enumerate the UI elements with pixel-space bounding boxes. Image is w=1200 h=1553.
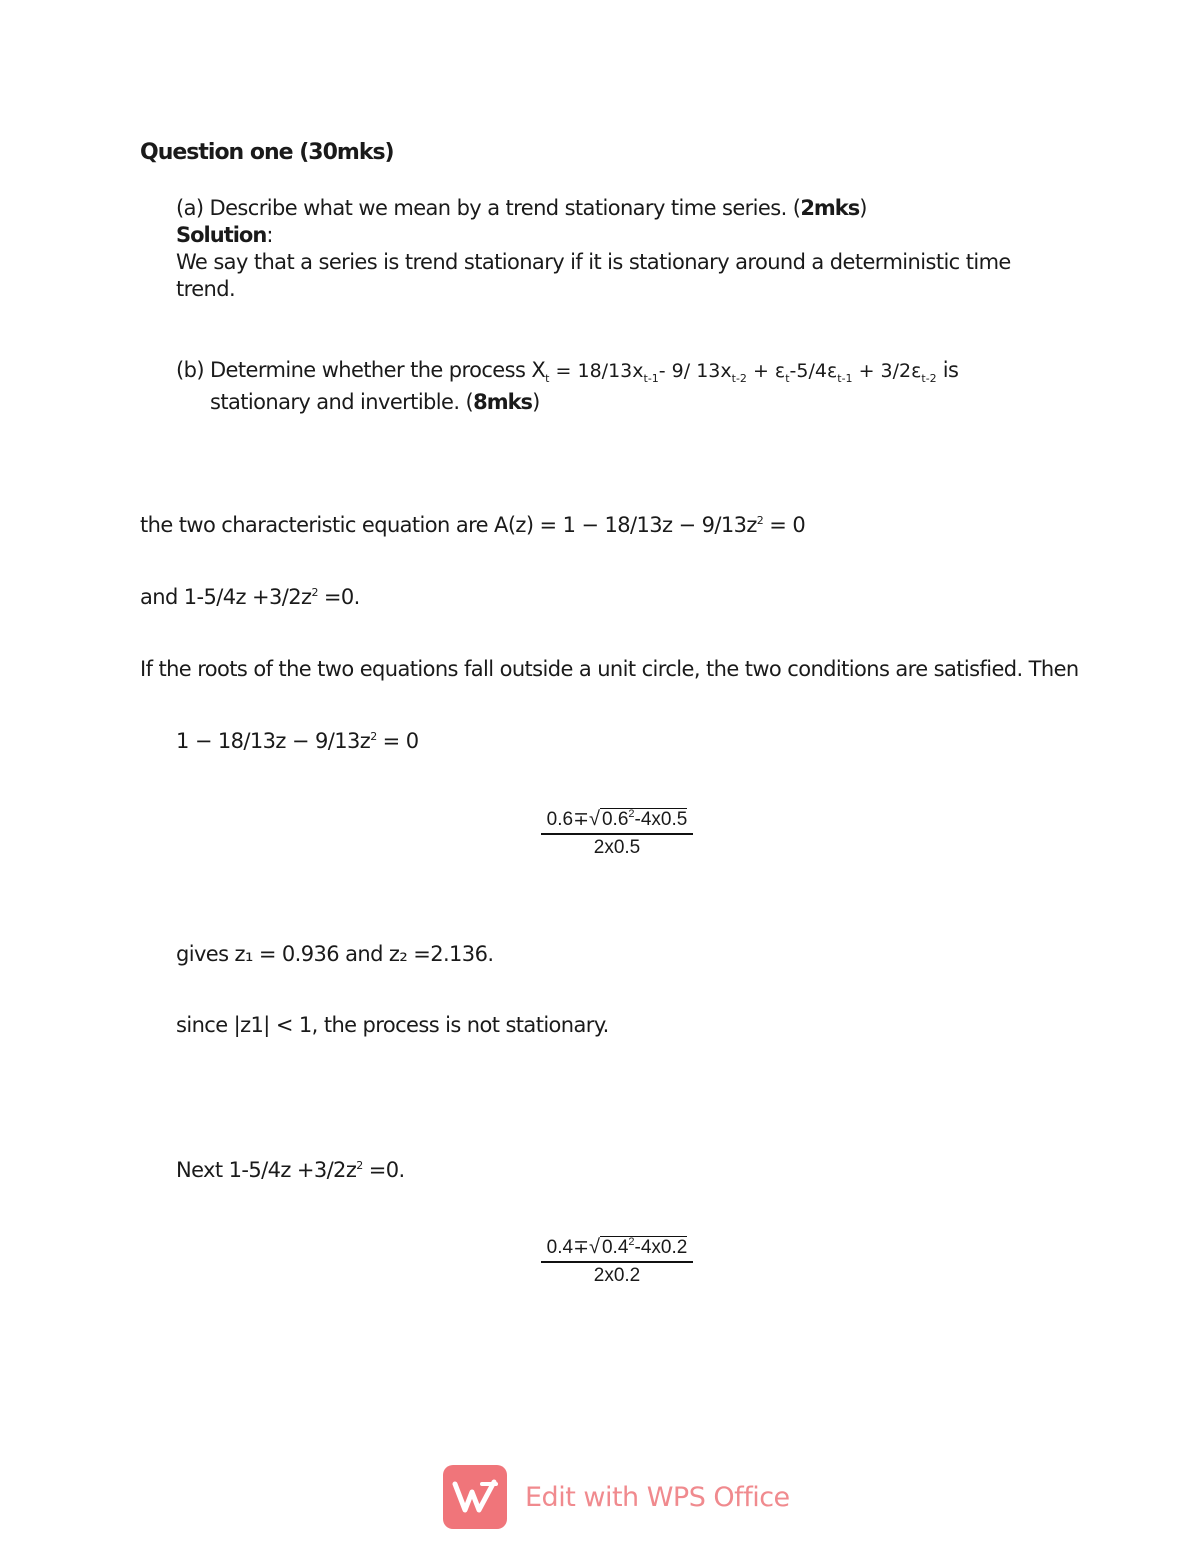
question-b-line2-text: stationary and invertible. ( xyxy=(210,390,474,414)
question-a-text: (a) Describe what we mean by a trend stationary time series. ( xyxy=(176,196,801,220)
answer-a-line2: trend. xyxy=(176,277,236,301)
formula-1-denominator: 2x0.5 xyxy=(593,837,641,858)
solution-label: Solution xyxy=(176,223,267,247)
question-b-prefix: (b) Determine whether the process X xyxy=(176,358,546,382)
formula-2-denominator: 2x0.2 xyxy=(593,1265,641,1286)
char-eq-line1-rhs: = 0 xyxy=(763,513,806,537)
question-b-line1: (b) Determine whether the process $X_t = 18/13x_{t-1}-$ 9/ $13x_{t-2} + \varepsilon_t-5/4\varepsilon_{t-1} + 3/2\varepsilon_{t-2}$ is xyxy=(176,358,959,385)
equation-1-text: 1 − 18/13z − 9/13z xyxy=(176,729,371,753)
next-equation-rhs: =0. xyxy=(362,1158,405,1182)
formula-1-radicand-rest: -4x0.5 xyxy=(634,809,688,830)
stationarity-conclusion: since |z1| < 1, the process is not stationary. xyxy=(176,1013,609,1037)
formula-2-radicand-rest: -4x0.2 xyxy=(634,1237,688,1258)
equation-1-rhs: = 0 xyxy=(376,729,419,753)
wps-logo-icon xyxy=(443,1465,507,1529)
question-b-close: ) xyxy=(532,390,540,414)
wps-edit-link[interactable]: Edit with WPS Office xyxy=(525,1481,790,1513)
char-eq-line2-text: and 1-5/4z +3/2z xyxy=(140,585,312,609)
formula-2-radicand xyxy=(600,1236,687,1258)
solution-label-row xyxy=(176,223,273,247)
question-b-marks: 8mks xyxy=(473,390,533,414)
exponent-2: 2 xyxy=(628,1236,635,1248)
sqrt-icon: √ xyxy=(589,808,600,830)
formula-1-num-pre: 0.6∓ xyxy=(546,809,589,830)
char-eq-line2 xyxy=(140,585,360,609)
question-a-marks: 2mks xyxy=(800,196,860,220)
next-equation xyxy=(176,1158,405,1182)
answer-a-line1: We say that a series is trend stationary if it is stationary around a deterministic time xyxy=(176,250,1011,274)
wps-watermark[interactable] xyxy=(443,1465,790,1529)
roots-condition: If the roots of the two equations fall outside a unit circle, the two conditions are satisfied. Then xyxy=(140,657,1079,681)
question-a-close: ) xyxy=(859,196,867,220)
formula-2-numerator xyxy=(541,1236,693,1263)
solution-colon: : xyxy=(266,223,273,247)
char-eq-line1 xyxy=(140,513,805,537)
exponent-2: 2 xyxy=(756,514,764,527)
exponent-2: 2 xyxy=(628,808,635,820)
page-heading: Question one (30mks) xyxy=(140,140,394,165)
quadratic-formula-2 xyxy=(541,1236,693,1287)
exponent-2: 2 xyxy=(370,730,377,743)
roots-result: gives z₁ = 0.936 and z₂ =2.136. xyxy=(176,942,494,966)
next-equation-text: Next 1-5/4z +3/2z xyxy=(176,1158,357,1182)
equation-1 xyxy=(176,729,419,753)
char-eq-line2-rhs: =0. xyxy=(317,585,360,609)
formula-2-radicand-base: 0.4 xyxy=(601,1237,629,1258)
formula-1-radicand xyxy=(600,808,687,830)
question-b-line2 xyxy=(210,390,540,414)
exponent-2: 2 xyxy=(311,586,318,599)
formula-1-numerator xyxy=(541,808,693,835)
process-equation: $_t = 18/13x_{t-1}-$ 9/ $13x_{t-2} + \varepsilon_t-5/4\varepsilon_{t-1} + 3/2\varepsilon_{t-2}$ xyxy=(545,360,937,385)
exponent-2: 2 xyxy=(356,1159,363,1172)
char-eq-line1-text: the two characteristic equation are A(z) = 1 − 18/13z − 9/13z xyxy=(140,513,757,537)
formula-2-num-pre: 0.4∓ xyxy=(546,1237,589,1258)
question-a xyxy=(176,196,867,220)
formula-1-radicand-base: 0.6 xyxy=(601,809,629,830)
quadratic-formula-1 xyxy=(541,808,693,859)
sqrt-icon: √ xyxy=(589,1236,600,1258)
